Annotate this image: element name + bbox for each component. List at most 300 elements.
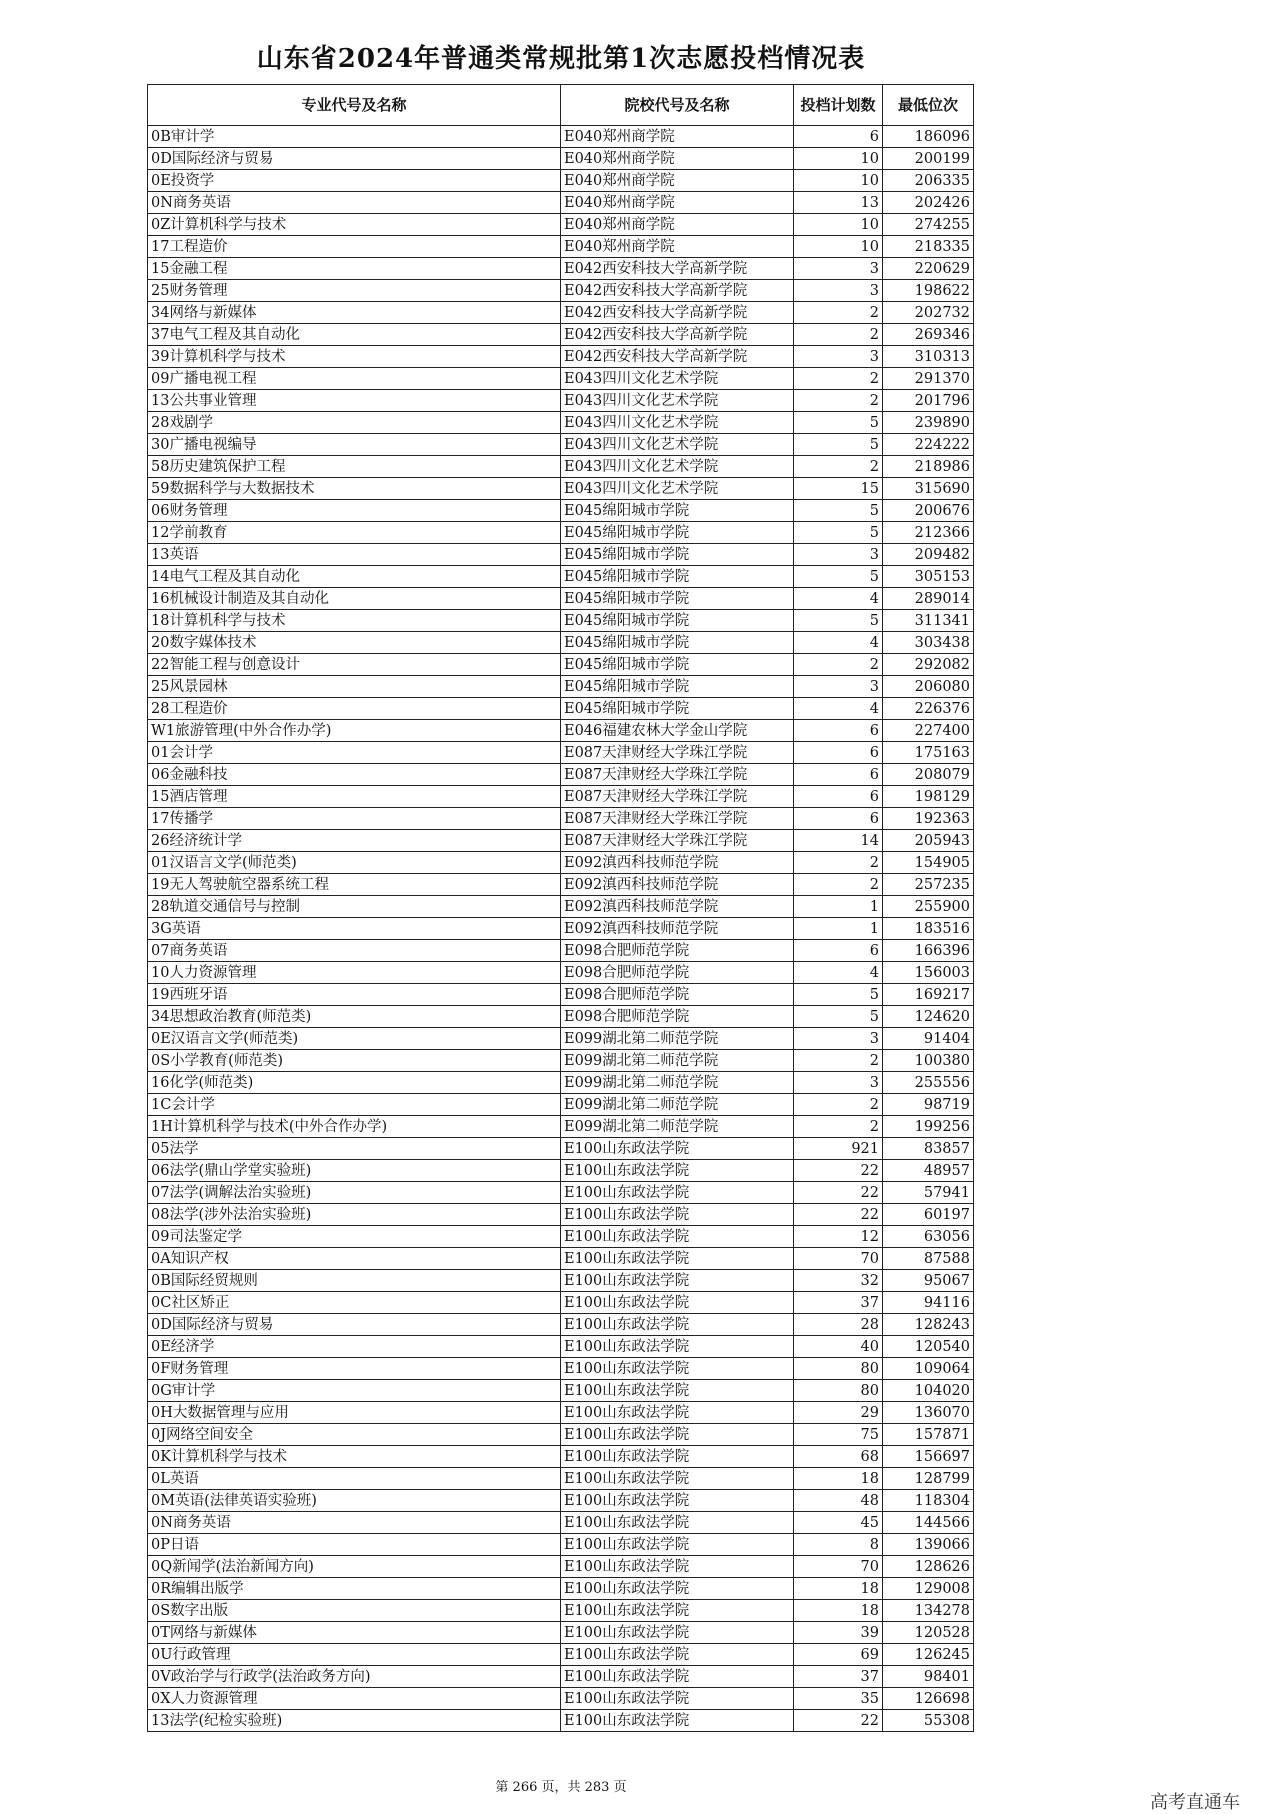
cell-major: 07商务英语 — [148, 940, 561, 962]
table-row — [148, 1314, 974, 1336]
cell-school: E099湖北第二师范学院 — [561, 1094, 794, 1116]
cell-major: 0D国际经济与贸易 — [148, 1314, 561, 1336]
cell-rank: 120528 — [883, 1622, 974, 1644]
table-row — [148, 148, 974, 170]
cell-major: 59数据科学与大数据技术 — [148, 478, 561, 500]
cell-plan: 3 — [794, 346, 883, 368]
cell-major: 20数字媒体技术 — [148, 632, 561, 654]
cell-major: 28戏剧学 — [148, 412, 561, 434]
table-row — [148, 764, 974, 786]
table-row — [148, 1072, 974, 1094]
cell-plan: 12 — [794, 1226, 883, 1248]
cell-plan: 69 — [794, 1644, 883, 1666]
cell-rank: 292082 — [883, 654, 974, 676]
cell-plan: 4 — [794, 588, 883, 610]
cell-major: 05法学 — [148, 1138, 561, 1160]
cell-plan: 5 — [794, 610, 883, 632]
cell-rank: 200676 — [883, 500, 974, 522]
table-row — [148, 1512, 974, 1534]
cell-school: E098合肥师范学院 — [561, 940, 794, 962]
cell-rank: 175163 — [883, 742, 974, 764]
cell-school: E045绵阳城市学院 — [561, 698, 794, 720]
table-row — [148, 1138, 974, 1160]
cell-school: E040郑州商学院 — [561, 236, 794, 258]
table-row — [148, 1050, 974, 1072]
table-row — [148, 984, 974, 1006]
cell-rank: 154905 — [883, 852, 974, 874]
cell-school: E100山东政法学院 — [561, 1644, 794, 1666]
cell-major: 0N商务英语 — [148, 1512, 561, 1534]
cell-school: E100山东政法学院 — [561, 1314, 794, 1336]
cell-rank: 134278 — [883, 1600, 974, 1622]
table-row — [148, 742, 974, 764]
cell-plan: 4 — [794, 698, 883, 720]
cell-major: 15酒店管理 — [148, 786, 561, 808]
table-row — [148, 170, 974, 192]
cell-major: 01会计学 — [148, 742, 561, 764]
cell-rank: 192363 — [883, 808, 974, 830]
cell-plan: 2 — [794, 368, 883, 390]
cell-school: E087天津财经大学珠江学院 — [561, 764, 794, 786]
cell-major: 08法学(涉外法治实验班) — [148, 1204, 561, 1226]
table-row — [148, 1644, 974, 1666]
table-row — [148, 808, 974, 830]
cell-rank: 60197 — [883, 1204, 974, 1226]
cell-major: 18计算机科学与技术 — [148, 610, 561, 632]
table-row — [148, 346, 974, 368]
cell-plan: 5 — [794, 522, 883, 544]
cell-rank: 63056 — [883, 1226, 974, 1248]
cell-major: 0G审计学 — [148, 1380, 561, 1402]
cell-plan: 2 — [794, 1116, 883, 1138]
cell-rank: 201796 — [883, 390, 974, 412]
cell-plan: 37 — [794, 1666, 883, 1688]
cell-school: E045绵阳城市学院 — [561, 500, 794, 522]
cell-rank: 226376 — [883, 698, 974, 720]
cell-plan: 18 — [794, 1600, 883, 1622]
cell-school: E092滇西科技师范学院 — [561, 852, 794, 874]
table-row — [148, 302, 974, 324]
cell-major: 0A知识产权 — [148, 1248, 561, 1270]
cell-plan: 18 — [794, 1468, 883, 1490]
table-row — [148, 456, 974, 478]
cell-school: E100山东政法学院 — [561, 1138, 794, 1160]
cell-plan: 2 — [794, 456, 883, 478]
table-row — [148, 962, 974, 984]
cell-rank: 169217 — [883, 984, 974, 1006]
cell-school: E092滇西科技师范学院 — [561, 874, 794, 896]
cell-major: 22智能工程与创意设计 — [148, 654, 561, 676]
cell-school: E040郑州商学院 — [561, 170, 794, 192]
cell-plan: 2 — [794, 390, 883, 412]
cell-rank: 95067 — [883, 1270, 974, 1292]
cell-plan: 3 — [794, 1072, 883, 1094]
cell-plan: 6 — [794, 764, 883, 786]
table-row — [148, 1600, 974, 1622]
cell-rank: 104020 — [883, 1380, 974, 1402]
cell-rank: 57941 — [883, 1182, 974, 1204]
cell-plan: 29 — [794, 1402, 883, 1424]
cell-rank: 166396 — [883, 940, 974, 962]
header-rank: 最低位次 — [883, 85, 974, 126]
page-footer: 第 266 页，共 283 页 — [495, 1780, 627, 1795]
cell-school: E099湖北第二师范学院 — [561, 1050, 794, 1072]
cell-school: E100山东政法学院 — [561, 1402, 794, 1424]
cell-major: 17工程造价 — [148, 236, 561, 258]
cell-major: W1旅游管理(中外合作办学) — [148, 720, 561, 742]
cell-major: 09司法鉴定学 — [148, 1226, 561, 1248]
cell-school: E043四川文化艺术学院 — [561, 478, 794, 500]
cell-school: E100山东政法学院 — [561, 1556, 794, 1578]
cell-rank: 198622 — [883, 280, 974, 302]
cell-school: E045绵阳城市学院 — [561, 610, 794, 632]
cell-major: 1H计算机科学与技术(中外合作办学) — [148, 1116, 561, 1138]
cell-school: E040郑州商学院 — [561, 214, 794, 236]
table-row — [148, 1358, 974, 1380]
cell-major: 0H大数据管理与应用 — [148, 1402, 561, 1424]
cell-school: E045绵阳城市学院 — [561, 588, 794, 610]
table-row — [148, 610, 974, 632]
table-row — [148, 1380, 974, 1402]
cell-rank: 124620 — [883, 1006, 974, 1028]
cell-school: E042西安科技大学高新学院 — [561, 324, 794, 346]
table-row — [148, 1468, 974, 1490]
cell-school: E100山东政法学院 — [561, 1578, 794, 1600]
table-row — [148, 368, 974, 390]
cell-rank: 202732 — [883, 302, 974, 324]
cell-plan: 6 — [794, 126, 883, 148]
cell-plan: 3 — [794, 544, 883, 566]
table-row — [148, 720, 974, 742]
cell-rank: 269346 — [883, 324, 974, 346]
cell-major: 16化学(师范类) — [148, 1072, 561, 1094]
cell-rank: 55308 — [883, 1710, 974, 1732]
cell-rank: 220629 — [883, 258, 974, 280]
table-row — [148, 1226, 974, 1248]
table-row — [148, 324, 974, 346]
cell-plan: 75 — [794, 1424, 883, 1446]
cell-rank: 126245 — [883, 1644, 974, 1666]
cell-major: 0C社区矫正 — [148, 1292, 561, 1314]
cell-plan: 18 — [794, 1578, 883, 1600]
cell-major: 28轨道交通信号与控制 — [148, 896, 561, 918]
cell-major: 0S数字出版 — [148, 1600, 561, 1622]
cell-plan: 22 — [794, 1710, 883, 1732]
cell-school: E100山东政法学院 — [561, 1248, 794, 1270]
cell-school: E043四川文化艺术学院 — [561, 412, 794, 434]
table-row — [148, 1424, 974, 1446]
table-row — [148, 1534, 974, 1556]
cell-plan: 4 — [794, 632, 883, 654]
cell-school: E100山东政法学院 — [561, 1446, 794, 1468]
cell-plan: 4 — [794, 962, 883, 984]
cell-rank: 157871 — [883, 1424, 974, 1446]
cell-school: E087天津财经大学珠江学院 — [561, 830, 794, 852]
cell-plan: 1 — [794, 918, 883, 940]
cell-major: 14电气工程及其自动化 — [148, 566, 561, 588]
cell-rank: 198129 — [883, 786, 974, 808]
table-row — [148, 1116, 974, 1138]
cell-rank: 200199 — [883, 148, 974, 170]
cell-school: E087天津财经大学珠江学院 — [561, 742, 794, 764]
watermark: 高考直通车 — [1150, 1792, 1240, 1813]
cell-major: 16机械设计制造及其自动化 — [148, 588, 561, 610]
cell-school: E100山东政法学院 — [561, 1380, 794, 1402]
cell-plan: 2 — [794, 874, 883, 896]
cell-school: E092滇西科技师范学院 — [561, 896, 794, 918]
cell-school: E098合肥师范学院 — [561, 984, 794, 1006]
header-plan: 投档计划数 — [794, 85, 883, 126]
cell-plan: 6 — [794, 742, 883, 764]
cell-school: E042西安科技大学高新学院 — [561, 346, 794, 368]
cell-school: E100山东政法学院 — [561, 1468, 794, 1490]
cell-plan: 5 — [794, 1006, 883, 1028]
cell-rank: 206335 — [883, 170, 974, 192]
table-row — [148, 1688, 974, 1710]
cell-rank: 156697 — [883, 1446, 974, 1468]
cell-school: E043四川文化艺术学院 — [561, 456, 794, 478]
cell-school: E042西安科技大学高新学院 — [561, 258, 794, 280]
table-row — [148, 1160, 974, 1182]
cell-rank: 206080 — [883, 676, 974, 698]
cell-rank: 274255 — [883, 214, 974, 236]
cell-plan: 39 — [794, 1622, 883, 1644]
table-row — [148, 390, 974, 412]
header-school: 院校代号及名称 — [561, 85, 794, 126]
cell-rank: 91404 — [883, 1028, 974, 1050]
cell-major: 0N商务英语 — [148, 192, 561, 214]
cell-school: E100山东政法学院 — [561, 1600, 794, 1622]
table-row — [148, 412, 974, 434]
cell-rank: 156003 — [883, 962, 974, 984]
table-row — [148, 1402, 974, 1424]
cell-plan: 45 — [794, 1512, 883, 1534]
cell-major: 28工程造价 — [148, 698, 561, 720]
cell-rank: 129008 — [883, 1578, 974, 1600]
cell-rank: 208079 — [883, 764, 974, 786]
cell-rank: 94116 — [883, 1292, 974, 1314]
table-row — [148, 1094, 974, 1116]
table-row — [148, 1336, 974, 1358]
cell-major: 0B审计学 — [148, 126, 561, 148]
cell-major: 12学前教育 — [148, 522, 561, 544]
cell-school: E100山东政法学院 — [561, 1358, 794, 1380]
table-header-row — [148, 85, 974, 126]
cell-major: 13法学(纪检实验班) — [148, 1710, 561, 1732]
cell-major: 06财务管理 — [148, 500, 561, 522]
cell-plan: 5 — [794, 984, 883, 1006]
cell-rank: 315690 — [883, 478, 974, 500]
cell-plan: 10 — [794, 148, 883, 170]
table-row — [148, 258, 974, 280]
cell-rank: 87588 — [883, 1248, 974, 1270]
cell-school: E100山东政法学院 — [561, 1336, 794, 1358]
cell-plan: 2 — [794, 324, 883, 346]
cell-school: E087天津财经大学珠江学院 — [561, 786, 794, 808]
cell-rank: 186096 — [883, 126, 974, 148]
cell-school: E100山东政法学院 — [561, 1204, 794, 1226]
table-row — [148, 1556, 974, 1578]
cell-plan: 5 — [794, 434, 883, 456]
cell-rank: 109064 — [883, 1358, 974, 1380]
cell-rank: 100380 — [883, 1050, 974, 1072]
cell-plan: 8 — [794, 1534, 883, 1556]
cell-school: E040郑州商学院 — [561, 148, 794, 170]
cell-plan: 28 — [794, 1314, 883, 1336]
cell-major: 07法学(调解法治实验班) — [148, 1182, 561, 1204]
cell-plan: 1 — [794, 896, 883, 918]
cell-rank: 305153 — [883, 566, 974, 588]
table-row — [148, 544, 974, 566]
table-row — [148, 1270, 974, 1292]
cell-rank: 239890 — [883, 412, 974, 434]
cell-plan: 32 — [794, 1270, 883, 1292]
table-row — [148, 566, 974, 588]
cell-plan: 10 — [794, 170, 883, 192]
cell-plan: 2 — [794, 654, 883, 676]
table-row — [148, 698, 974, 720]
table-row — [148, 478, 974, 500]
cell-major: 30广播电视编导 — [148, 434, 561, 456]
cell-rank: 199256 — [883, 1116, 974, 1138]
cell-rank: 212366 — [883, 522, 974, 544]
cell-rank: 183516 — [883, 918, 974, 940]
header-major: 专业代号及名称 — [148, 85, 561, 126]
cell-rank: 98401 — [883, 1666, 974, 1688]
cell-plan: 37 — [794, 1292, 883, 1314]
cell-rank: 202426 — [883, 192, 974, 214]
cell-major: 3G英语 — [148, 918, 561, 940]
cell-rank: 48957 — [883, 1160, 974, 1182]
cell-rank: 118304 — [883, 1490, 974, 1512]
cell-plan: 5 — [794, 500, 883, 522]
table-row — [148, 1622, 974, 1644]
cell-plan: 70 — [794, 1248, 883, 1270]
table-row — [148, 1204, 974, 1226]
cell-plan: 80 — [794, 1380, 883, 1402]
cell-plan: 10 — [794, 214, 883, 236]
table-row — [148, 1710, 974, 1732]
cell-plan: 22 — [794, 1160, 883, 1182]
cell-plan: 22 — [794, 1182, 883, 1204]
cell-plan: 3 — [794, 280, 883, 302]
table-row — [148, 852, 974, 874]
document-title: 山东省2024年普通类常规批第1次志愿投档情况表 — [256, 44, 866, 74]
cell-school: E100山东政法学院 — [561, 1292, 794, 1314]
table-row — [148, 830, 974, 852]
cell-plan: 2 — [794, 302, 883, 324]
cell-major: 13英语 — [148, 544, 561, 566]
table-row — [148, 1666, 974, 1688]
cell-major: 0T网络与新媒体 — [148, 1622, 561, 1644]
cell-plan: 70 — [794, 1556, 883, 1578]
cell-school: E045绵阳城市学院 — [561, 522, 794, 544]
cell-school: E045绵阳城市学院 — [561, 632, 794, 654]
cell-rank: 83857 — [883, 1138, 974, 1160]
cell-plan: 6 — [794, 808, 883, 830]
cell-plan: 6 — [794, 720, 883, 742]
table-row — [148, 1248, 974, 1270]
cell-school: E043四川文化艺术学院 — [561, 368, 794, 390]
cell-school: E040郑州商学院 — [561, 192, 794, 214]
cell-plan: 15 — [794, 478, 883, 500]
cell-major: 0P日语 — [148, 1534, 561, 1556]
admission-table — [147, 84, 974, 1732]
cell-major: 09广播电视工程 — [148, 368, 561, 390]
cell-rank: 291370 — [883, 368, 974, 390]
cell-school: E100山东政法学院 — [561, 1490, 794, 1512]
cell-major: 25财务管理 — [148, 280, 561, 302]
cell-school: E100山东政法学院 — [561, 1622, 794, 1644]
cell-rank: 98719 — [883, 1094, 974, 1116]
cell-major: 0B国际经贸规则 — [148, 1270, 561, 1292]
table-row — [148, 1446, 974, 1468]
cell-school: E100山东政法学院 — [561, 1512, 794, 1534]
cell-rank: 255556 — [883, 1072, 974, 1094]
cell-major: 0U行政管理 — [148, 1644, 561, 1666]
cell-major: 13公共事业管理 — [148, 390, 561, 412]
cell-school: E045绵阳城市学院 — [561, 544, 794, 566]
cell-major: 0F财务管理 — [148, 1358, 561, 1380]
cell-major: 0X人力资源管理 — [148, 1688, 561, 1710]
cell-major: 0E经济学 — [148, 1336, 561, 1358]
table-row — [148, 434, 974, 456]
table-row — [148, 1182, 974, 1204]
cell-school: E045绵阳城市学院 — [561, 676, 794, 698]
cell-plan: 14 — [794, 830, 883, 852]
cell-major: 01汉语言文学(师范类) — [148, 852, 561, 874]
table-row — [148, 214, 974, 236]
cell-rank: 128626 — [883, 1556, 974, 1578]
table-row — [148, 676, 974, 698]
cell-major: 0R编辑出版学 — [148, 1578, 561, 1600]
table-row — [148, 192, 974, 214]
cell-major: 0K计算机科学与技术 — [148, 1446, 561, 1468]
table-row — [148, 236, 974, 258]
cell-school: E100山东政法学院 — [561, 1226, 794, 1248]
cell-rank: 255900 — [883, 896, 974, 918]
table-row — [148, 918, 974, 940]
cell-plan: 3 — [794, 258, 883, 280]
cell-school: E099湖北第二师范学院 — [561, 1072, 794, 1094]
cell-major: 37电气工程及其自动化 — [148, 324, 561, 346]
cell-plan: 3 — [794, 1028, 883, 1050]
cell-school: E100山东政法学院 — [561, 1160, 794, 1182]
cell-plan: 22 — [794, 1204, 883, 1226]
cell-school: E042西安科技大学高新学院 — [561, 280, 794, 302]
cell-school: E100山东政法学院 — [561, 1270, 794, 1292]
cell-school: E099湖北第二师范学院 — [561, 1116, 794, 1138]
cell-major: 0Q新闻学(法治新闻方向) — [148, 1556, 561, 1578]
cell-major: 17传播学 — [148, 808, 561, 830]
cell-rank: 289014 — [883, 588, 974, 610]
table-row — [148, 940, 974, 962]
cell-school: E100山东政法学院 — [561, 1424, 794, 1446]
cell-school: E045绵阳城市学院 — [561, 566, 794, 588]
table-row — [148, 632, 974, 654]
cell-rank: 218986 — [883, 456, 974, 478]
cell-rank: 136070 — [883, 1402, 974, 1424]
cell-rank: 227400 — [883, 720, 974, 742]
cell-major: 26经济统计学 — [148, 830, 561, 852]
cell-plan: 5 — [794, 566, 883, 588]
cell-rank: 218335 — [883, 236, 974, 258]
cell-major: 06金融科技 — [148, 764, 561, 786]
table-row — [148, 1292, 974, 1314]
table-row — [148, 126, 974, 148]
cell-school: E043四川文化艺术学院 — [561, 390, 794, 412]
cell-plan: 80 — [794, 1358, 883, 1380]
